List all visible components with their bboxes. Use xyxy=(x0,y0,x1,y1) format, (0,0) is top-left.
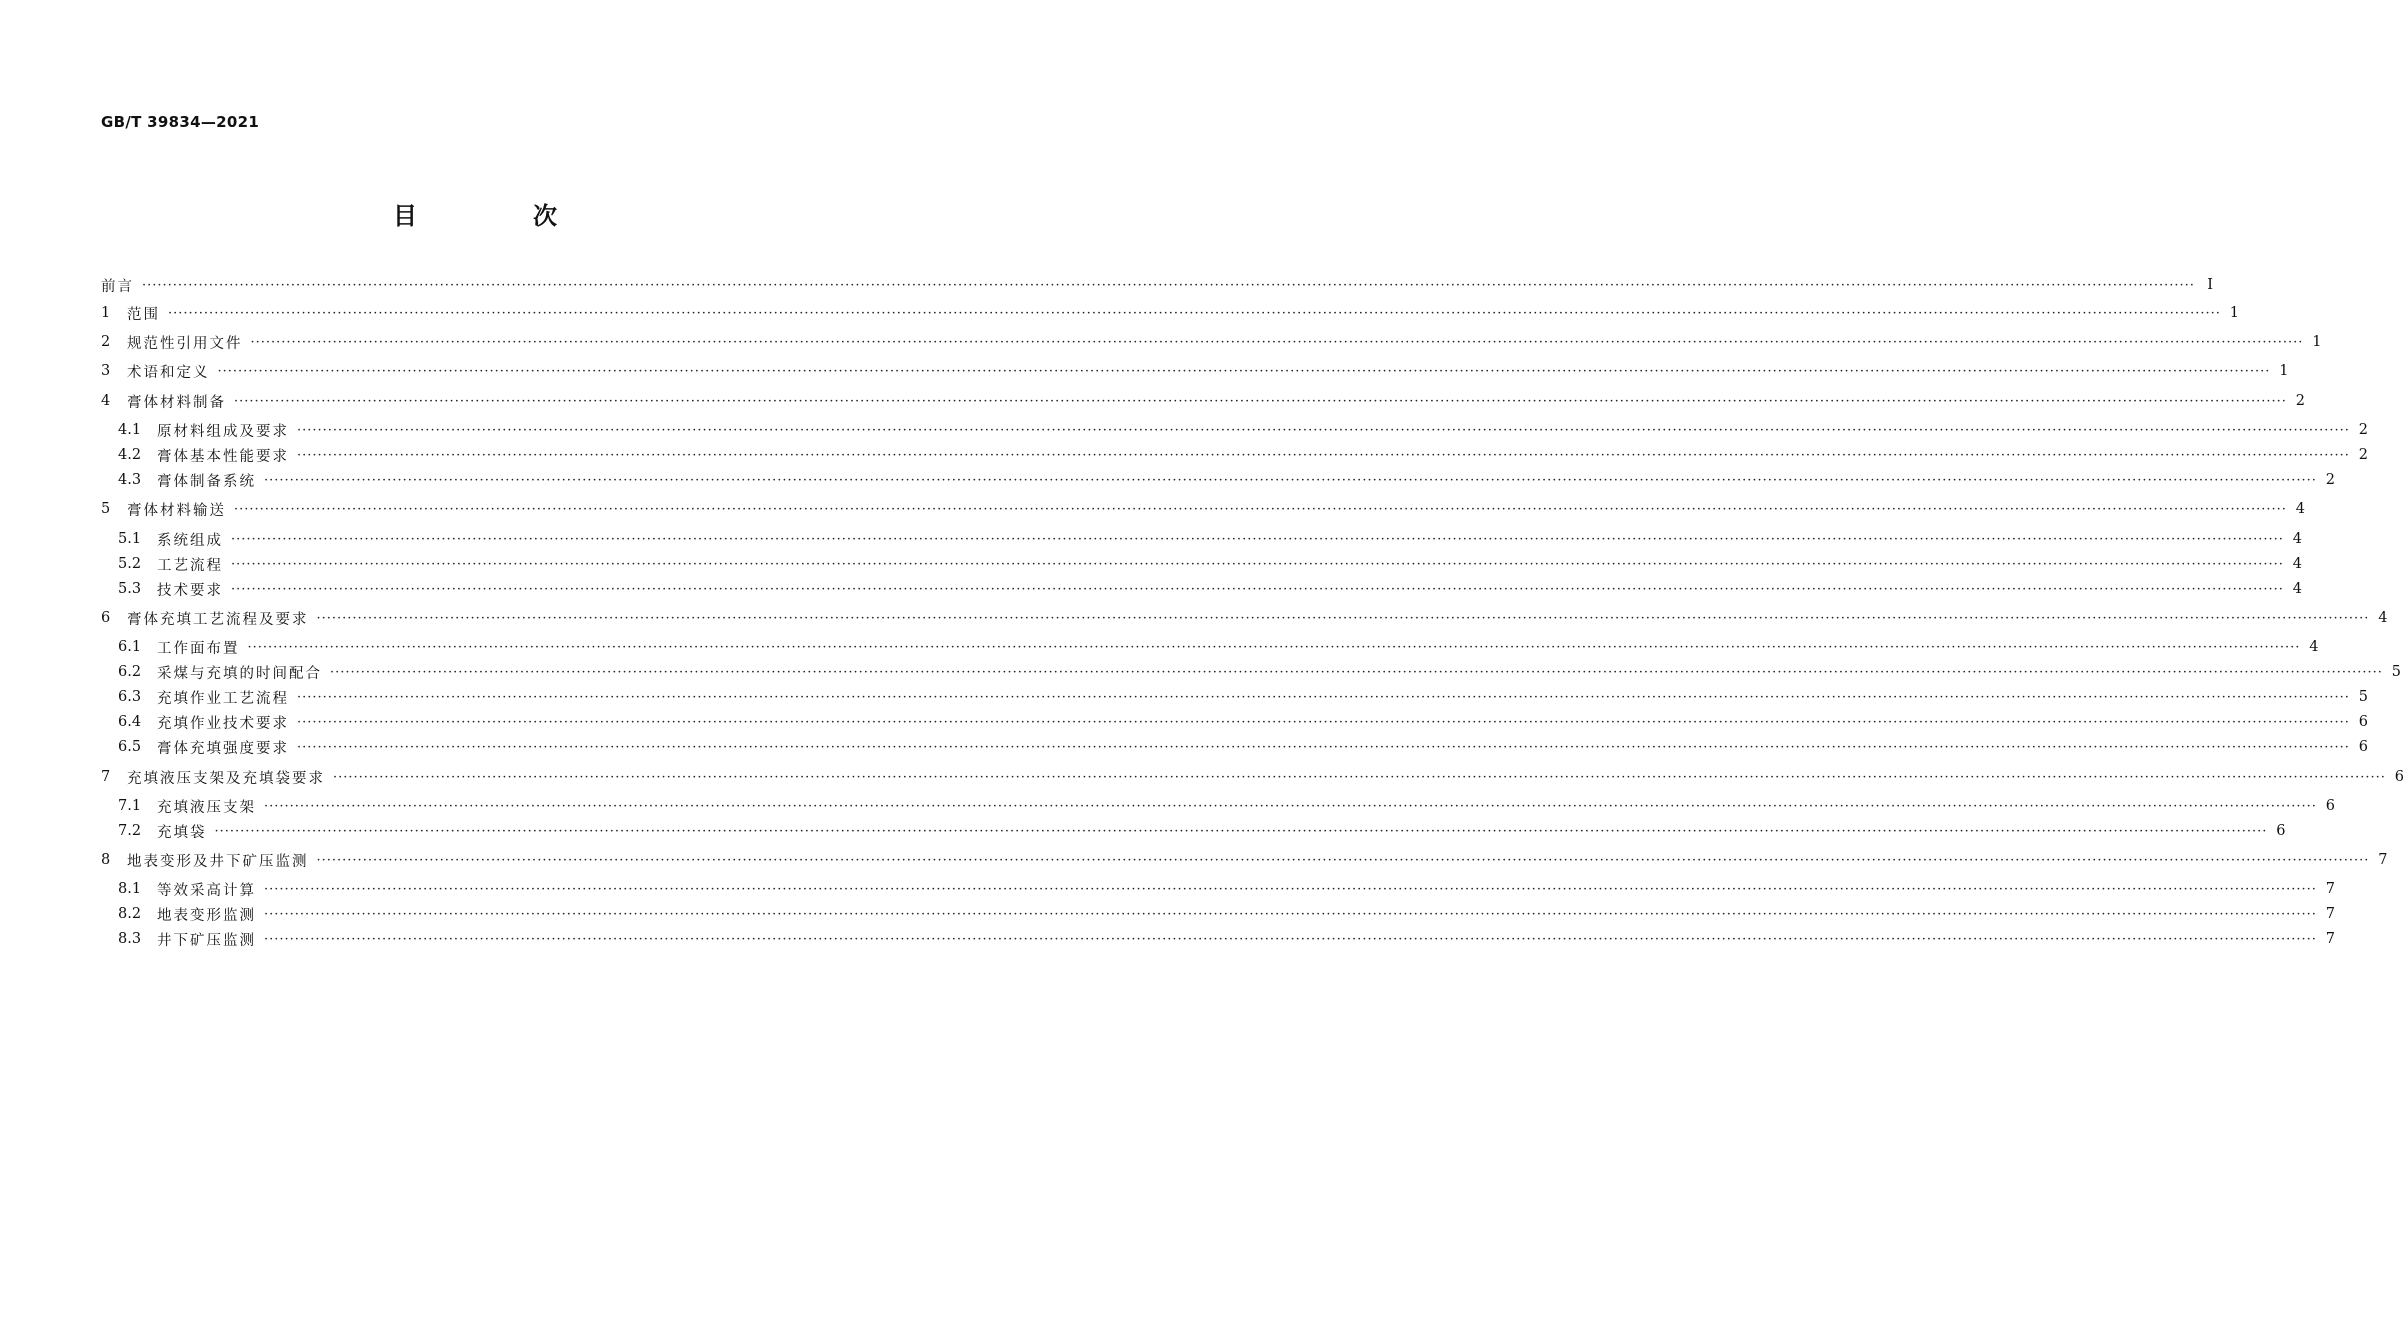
toc-entry-page: 2 xyxy=(2325,472,2335,488)
toc-entry[interactable] xyxy=(101,302,2239,324)
toc-entry-page: 7 xyxy=(2325,931,2335,947)
toc-leader-dots: ················································································································································································································································································································································································································ xyxy=(330,664,2383,680)
toc-entry-number: 7 xyxy=(101,769,111,785)
toc-entry-page: 1 xyxy=(2279,363,2289,379)
toc-entry-label: 等效采高计算 xyxy=(157,882,256,899)
toc-entry-label: 工作面布置 xyxy=(157,640,240,657)
toc-entry-label: 充填液压支架及充填袋要求 xyxy=(127,770,325,787)
toc-entry[interactable] xyxy=(118,795,2335,817)
toc-entry-number: 4.3 xyxy=(118,472,142,488)
toc-entry[interactable] xyxy=(101,849,2388,871)
toc-entry[interactable] xyxy=(118,820,2286,842)
toc-leader-dots: ················································································································································································································································································································································································································ xyxy=(214,823,2268,839)
toc-entry-page: 4 xyxy=(2309,639,2319,655)
toc-leader-dots: ················································································································································································································································································································································································································ xyxy=(316,852,2370,868)
toc-entry-page: 4 xyxy=(2295,501,2305,517)
toc-entry-number: 4 xyxy=(101,393,111,409)
toc-entry-label: 技术要求 xyxy=(157,582,223,599)
toc-entry-page: 7 xyxy=(2325,906,2335,922)
toc-entry-page: 2 xyxy=(2295,393,2305,409)
toc-leader-dots: ················································································································································································································································································································································································································ xyxy=(217,363,2271,379)
toc-entry-label: 充填袋 xyxy=(157,824,207,841)
toc-entry-number: 2 xyxy=(101,334,111,350)
toc-entry-number: 6.2 xyxy=(118,664,142,680)
toc-entry-number: 8 xyxy=(101,852,111,868)
toc-entry-label: 规范性引用文件 xyxy=(127,335,243,352)
toc-entry-number: 1 xyxy=(101,305,111,321)
toc-entry[interactable] xyxy=(118,636,2319,658)
toc-entry-label: 范围 xyxy=(127,306,160,323)
toc-leader-dots: ················································································································································································································································································································································································································ xyxy=(142,277,2195,293)
toc-entry-label: 原材料组成及要求 xyxy=(157,423,289,440)
toc-entry-page: 4 xyxy=(2378,610,2388,626)
toc-entry-label: 膏体充填工艺流程及要求 xyxy=(127,611,309,628)
toc-entry-number: 7.1 xyxy=(118,798,142,814)
toc-leader-dots: ················································································································································································································································································································································································································ xyxy=(297,739,2350,755)
page-title: 目 次 xyxy=(393,202,603,230)
toc-entry-label: 膏体制备系统 xyxy=(157,473,256,490)
toc-entry[interactable] xyxy=(118,469,2335,491)
toc-entry-page: 4 xyxy=(2292,531,2302,547)
toc-entry[interactable] xyxy=(118,419,2368,441)
toc-entry[interactable] xyxy=(118,928,2335,950)
toc-leader-dots: ················································································································································································································································································································································································································ xyxy=(264,931,2317,947)
toc-entry-label: 膏体材料输送 xyxy=(127,502,226,519)
toc-leader-dots: ················································································································································································································································································································································································································ xyxy=(250,334,2304,350)
toc-leader-dots: ················································································································································································································································································································································································································ xyxy=(264,472,2317,488)
toc-entry-page: 5 xyxy=(2391,664,2401,680)
toc-entry-number: 8.3 xyxy=(118,931,142,947)
toc-entry[interactable] xyxy=(101,274,2213,296)
toc-entry-page: 2 xyxy=(2358,422,2368,438)
toc-entry-number: 8.2 xyxy=(118,906,142,922)
toc-entry-number: 7.2 xyxy=(118,823,142,839)
standard-code: GB/T 39834—2021 xyxy=(101,113,260,131)
toc-entry[interactable] xyxy=(118,736,2368,758)
toc-entry-page: 6 xyxy=(2276,823,2286,839)
toc-leader-dots: ················································································································································································································································································································································································································ xyxy=(234,393,2287,409)
toc-leader-dots: ················································································································································································································································································································································································································ xyxy=(264,881,2317,897)
toc-entry-label: 系统组成 xyxy=(157,532,223,549)
toc-entry-label: 膏体基本性能要求 xyxy=(157,448,289,465)
toc-entry-label: 前言 xyxy=(101,278,134,295)
toc-entry-number: 6.3 xyxy=(118,689,142,705)
toc-entry-page: 6 xyxy=(2358,714,2368,730)
toc-entry-number: 5 xyxy=(101,501,111,517)
toc-entry[interactable] xyxy=(118,686,2368,708)
toc-entry-number: 6.5 xyxy=(118,739,142,755)
toc-entry-page: 5 xyxy=(2358,689,2368,705)
toc-leader-dots: ················································································································································································································································································································································································································ xyxy=(247,639,2301,655)
toc-entry-page: 1 xyxy=(2312,334,2322,350)
toc-entry[interactable] xyxy=(101,607,2388,629)
toc-entry-label: 地表变形及井下矿压监测 xyxy=(127,853,309,870)
toc-entry[interactable] xyxy=(118,711,2368,733)
toc-leader-dots: ················································································································································································································································································································································································································ xyxy=(297,689,2350,705)
toc-entry-page: 7 xyxy=(2378,852,2388,868)
toc-entry-page: Ⅰ xyxy=(2207,277,2213,293)
toc-entry[interactable] xyxy=(118,878,2335,900)
toc-entry-number: 5.1 xyxy=(118,531,142,547)
toc-entry-label: 采煤与充填的时间配合 xyxy=(157,665,322,682)
toc-leader-dots: ················································································································································································································································································································································································································ xyxy=(297,422,2350,438)
toc-entry-page: 6 xyxy=(2394,769,2404,785)
toc-leader-dots: ················································································································································································································································································································································································································ xyxy=(231,531,2284,547)
toc-entry[interactable] xyxy=(118,444,2368,466)
toc-entry-label: 充填作业工艺流程 xyxy=(157,690,289,707)
toc-entry-page: 2 xyxy=(2358,447,2368,463)
toc-entry-number: 5.2 xyxy=(118,556,142,572)
toc-entry[interactable] xyxy=(118,661,2401,683)
toc-entry-number: 4.2 xyxy=(118,447,142,463)
toc-entry-page: 4 xyxy=(2292,556,2302,572)
toc-entry-label: 工艺流程 xyxy=(157,557,223,574)
toc-entry[interactable] xyxy=(101,360,2289,382)
toc-entry-label: 井下矿压监测 xyxy=(157,932,256,949)
toc-entry-page: 1 xyxy=(2229,305,2239,321)
toc-entry[interactable] xyxy=(101,390,2305,412)
toc-leader-dots: ················································································································································································································································································································································································································ xyxy=(297,447,2350,463)
toc-entry[interactable] xyxy=(118,553,2302,575)
toc-leader-dots: ················································································································································································································································································································································································································ xyxy=(264,906,2317,922)
toc-leader-dots: ················································································································································································································································································································································································································ xyxy=(168,305,2221,321)
toc-entry-number: 6.1 xyxy=(118,639,142,655)
toc-entry-label: 充填作业技术要求 xyxy=(157,715,289,732)
toc-leader-dots: ················································································································································································································································································································································································································ xyxy=(264,798,2317,814)
toc-entry[interactable] xyxy=(118,528,2302,550)
toc-entry-page: 6 xyxy=(2325,798,2335,814)
toc-leader-dots: ················································································································································································································································································································································································································ xyxy=(231,581,2284,597)
toc-entry-label: 术语和定义 xyxy=(127,364,210,381)
toc-entry-label: 充填液压支架 xyxy=(157,799,256,816)
toc-entry-label: 膏体材料制备 xyxy=(127,394,226,411)
toc-entry-label: 膏体充填强度要求 xyxy=(157,740,289,757)
toc-entry-number: 3 xyxy=(101,363,111,379)
toc-entry-number: 6 xyxy=(101,610,111,626)
toc-leader-dots: ················································································································································································································································································································································································································ xyxy=(316,610,2370,626)
toc-entry-page: 6 xyxy=(2358,739,2368,755)
toc-leader-dots: ················································································································································································································································································································································································································ xyxy=(297,714,2350,730)
toc-entry-number: 8.1 xyxy=(118,881,142,897)
toc-entry-label: 地表变形监测 xyxy=(157,907,256,924)
toc-entry-number: 4.1 xyxy=(118,422,142,438)
toc-leader-dots: ················································································································································································································································································································································································································ xyxy=(234,501,2287,517)
toc-leader-dots: ················································································································································································································································································································································································································ xyxy=(231,556,2284,572)
toc-entry[interactable] xyxy=(101,331,2322,353)
toc-entry[interactable] xyxy=(101,498,2305,520)
toc-entry-page: 4 xyxy=(2292,581,2302,597)
toc-entry[interactable] xyxy=(101,766,2404,788)
toc-entry-number: 5.3 xyxy=(118,581,142,597)
toc-entry[interactable] xyxy=(118,903,2335,925)
toc-entry-number: 6.4 xyxy=(118,714,142,730)
toc-entry[interactable] xyxy=(118,578,2302,600)
toc-leader-dots: ················································································································································································································································································································································································································ xyxy=(333,769,2386,785)
toc-entry-page: 7 xyxy=(2325,881,2335,897)
